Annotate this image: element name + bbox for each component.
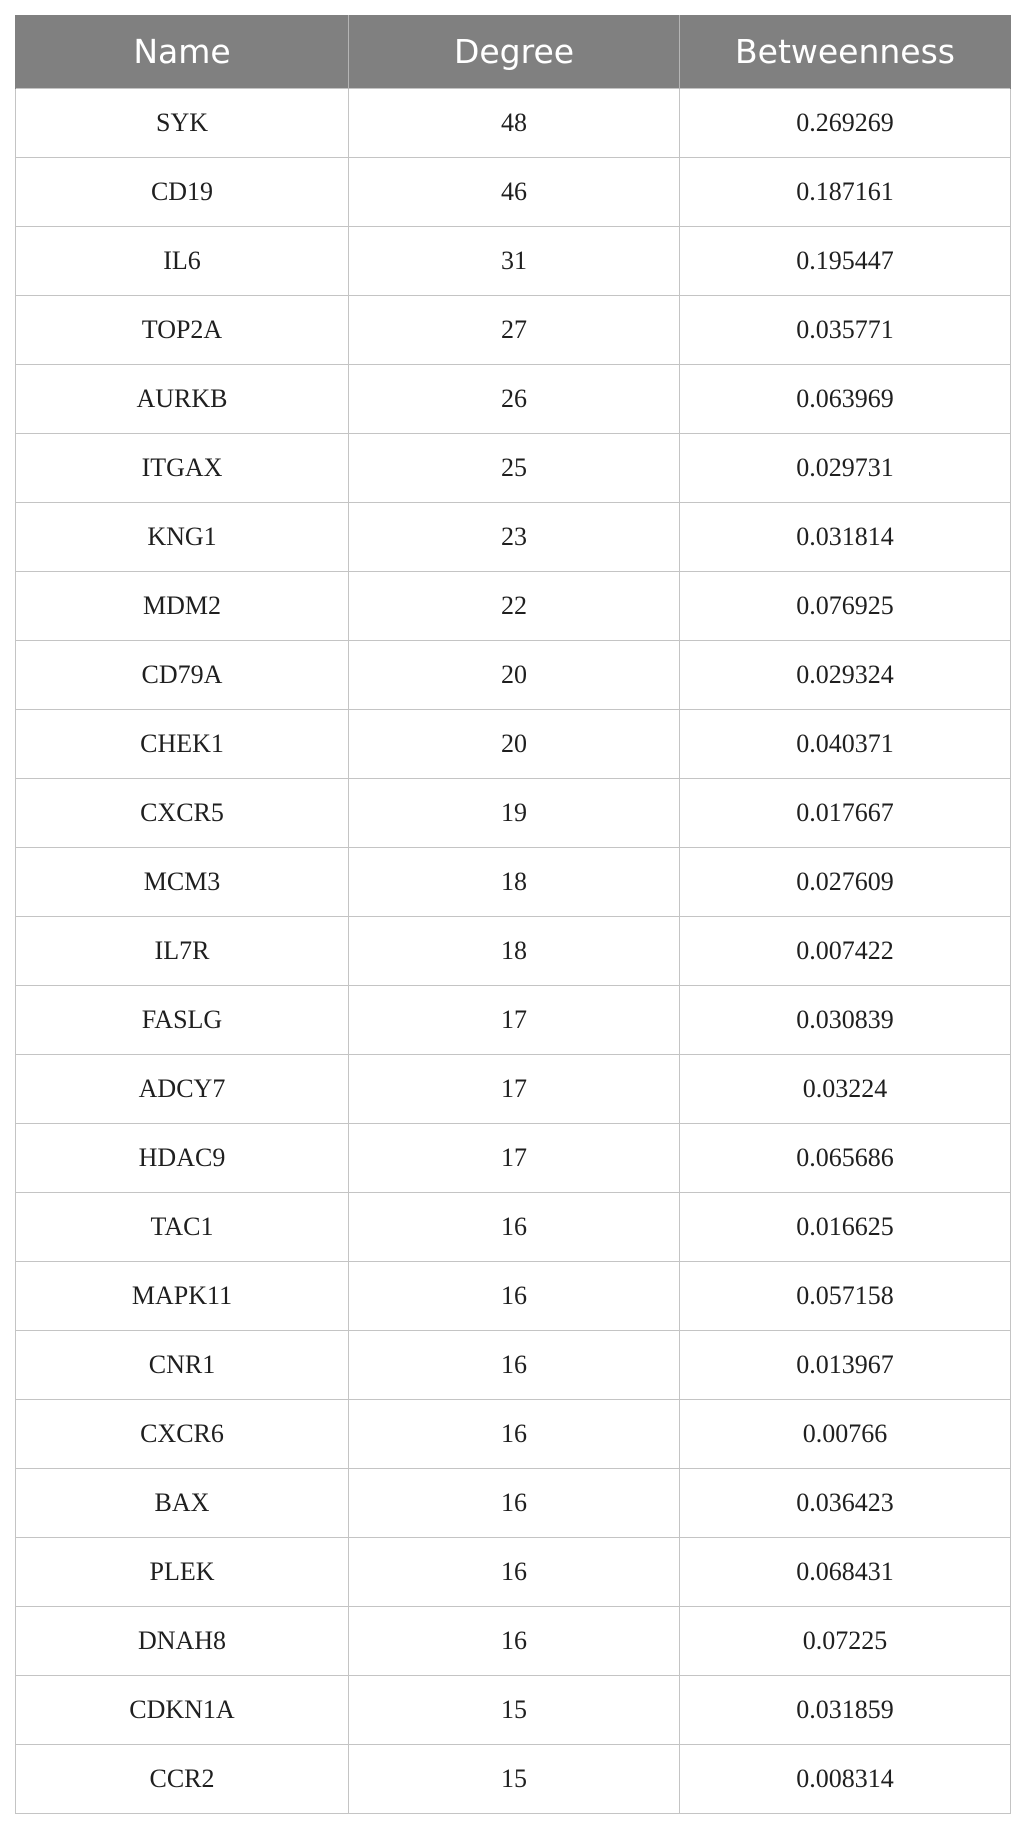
betweenness-cell: 0.029731 — [680, 434, 1011, 503]
degree-cell: 17 — [349, 1124, 680, 1193]
degree-cell: 48 — [349, 89, 680, 158]
table-body — [16, 89, 1011, 1814]
table-row — [16, 1193, 1011, 1262]
name-cell: CCR2 — [16, 1745, 349, 1814]
degree-cell: 16 — [349, 1331, 680, 1400]
betweenness-cell: 0.036423 — [680, 1469, 1011, 1538]
table-row — [16, 434, 1011, 503]
name-cell: TOP2A — [16, 296, 349, 365]
table-row — [16, 1262, 1011, 1331]
degree-cell: 31 — [349, 227, 680, 296]
name-cell: IL7R — [16, 917, 349, 986]
degree-cell: 25 — [349, 434, 680, 503]
name-cell: IL6 — [16, 227, 349, 296]
name-cell: ADCY7 — [16, 1055, 349, 1124]
table-row — [16, 158, 1011, 227]
table-row — [16, 1469, 1011, 1538]
table-row — [16, 1607, 1011, 1676]
name-cell: TAC1 — [16, 1193, 349, 1262]
betweenness-cell: 0.030839 — [680, 986, 1011, 1055]
name-cell: MCM3 — [16, 848, 349, 917]
degree-cell: 16 — [349, 1538, 680, 1607]
degree-cell: 16 — [349, 1607, 680, 1676]
name-cell: CHEK1 — [16, 710, 349, 779]
betweenness-cell: 0.076925 — [680, 572, 1011, 641]
betweenness-cell: 0.035771 — [680, 296, 1011, 365]
degree-cell: 16 — [349, 1193, 680, 1262]
table-row — [16, 710, 1011, 779]
degree-cell: 20 — [349, 641, 680, 710]
name-cell: FASLG — [16, 986, 349, 1055]
name-cell: CD79A — [16, 641, 349, 710]
name-cell: CNR1 — [16, 1331, 349, 1400]
betweenness-cell: 0.187161 — [680, 158, 1011, 227]
data-table-container — [15, 15, 1010, 1814]
table-row — [16, 917, 1011, 986]
name-cell: BAX — [16, 1469, 349, 1538]
table-row — [16, 1400, 1011, 1469]
name-cell: HDAC9 — [16, 1124, 349, 1193]
table-row — [16, 848, 1011, 917]
degree-cell: 18 — [349, 917, 680, 986]
betweenness-cell: 0.065686 — [680, 1124, 1011, 1193]
table-row — [16, 503, 1011, 572]
table-row — [16, 1331, 1011, 1400]
betweenness-cell: 0.029324 — [680, 641, 1011, 710]
betweenness-cell: 0.063969 — [680, 365, 1011, 434]
name-cell: CDKN1A — [16, 1676, 349, 1745]
table-row — [16, 365, 1011, 434]
degree-cell: 15 — [349, 1676, 680, 1745]
degree-cell: 16 — [349, 1469, 680, 1538]
column-header-betweenness: Betweenness — [680, 15, 1011, 89]
betweenness-cell: 0.016625 — [680, 1193, 1011, 1262]
name-cell: PLEK — [16, 1538, 349, 1607]
degree-cell: 22 — [349, 572, 680, 641]
degree-cell: 19 — [349, 779, 680, 848]
table-row — [16, 296, 1011, 365]
betweenness-cell: 0.008314 — [680, 1745, 1011, 1814]
degree-cell: 16 — [349, 1262, 680, 1331]
betweenness-cell: 0.057158 — [680, 1262, 1011, 1331]
name-cell: CXCR6 — [16, 1400, 349, 1469]
name-cell: MAPK11 — [16, 1262, 349, 1331]
betweenness-cell: 0.031859 — [680, 1676, 1011, 1745]
column-header-name: Name — [16, 15, 349, 89]
data-table — [15, 15, 1011, 1814]
degree-cell: 27 — [349, 296, 680, 365]
degree-cell: 26 — [349, 365, 680, 434]
betweenness-cell: 0.07225 — [680, 1607, 1011, 1676]
name-cell: CD19 — [16, 158, 349, 227]
table-header — [16, 15, 1011, 89]
table-row — [16, 641, 1011, 710]
table-row — [16, 1055, 1011, 1124]
degree-cell: 17 — [349, 1055, 680, 1124]
table-row — [16, 1538, 1011, 1607]
betweenness-cell: 0.007422 — [680, 917, 1011, 986]
betweenness-cell: 0.269269 — [680, 89, 1011, 158]
table-row — [16, 572, 1011, 641]
betweenness-cell: 0.00766 — [680, 1400, 1011, 1469]
betweenness-cell: 0.027609 — [680, 848, 1011, 917]
table-row — [16, 779, 1011, 848]
degree-cell: 15 — [349, 1745, 680, 1814]
name-cell: AURKB — [16, 365, 349, 434]
table-row — [16, 1745, 1011, 1814]
table-row — [16, 1124, 1011, 1193]
table-row — [16, 1676, 1011, 1745]
name-cell: MDM2 — [16, 572, 349, 641]
degree-cell: 16 — [349, 1400, 680, 1469]
betweenness-cell: 0.195447 — [680, 227, 1011, 296]
betweenness-cell: 0.031814 — [680, 503, 1011, 572]
name-cell: SYK — [16, 89, 349, 158]
betweenness-cell: 0.03224 — [680, 1055, 1011, 1124]
degree-cell: 46 — [349, 158, 680, 227]
table-row — [16, 227, 1011, 296]
name-cell: DNAH8 — [16, 1607, 349, 1676]
table-row — [16, 89, 1011, 158]
name-cell: KNG1 — [16, 503, 349, 572]
betweenness-cell: 0.013967 — [680, 1331, 1011, 1400]
betweenness-cell: 0.017667 — [680, 779, 1011, 848]
header-row — [16, 15, 1011, 89]
name-cell: ITGAX — [16, 434, 349, 503]
degree-cell: 18 — [349, 848, 680, 917]
name-cell: CXCR5 — [16, 779, 349, 848]
degree-cell: 20 — [349, 710, 680, 779]
betweenness-cell: 0.040371 — [680, 710, 1011, 779]
betweenness-cell: 0.068431 — [680, 1538, 1011, 1607]
degree-cell: 17 — [349, 986, 680, 1055]
column-header-degree: Degree — [349, 15, 680, 89]
degree-cell: 23 — [349, 503, 680, 572]
table-row — [16, 986, 1011, 1055]
